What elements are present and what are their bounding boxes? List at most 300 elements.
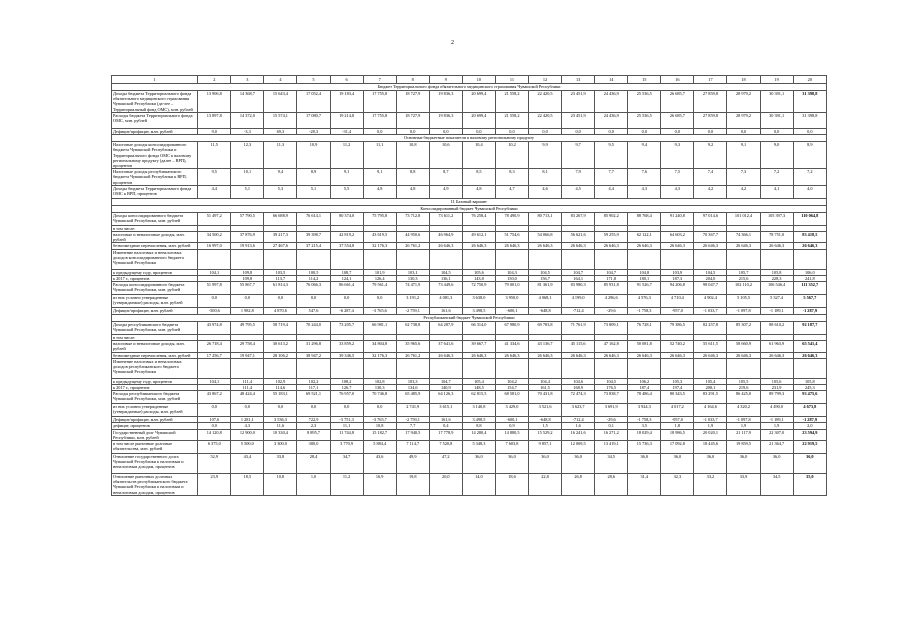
table-cell: 27 467,6 — [264, 243, 297, 249]
table-cell: 231,9 — [760, 385, 793, 391]
table-cell: 26 646,3 — [462, 352, 495, 358]
table-cell: 10,8 — [264, 474, 297, 496]
table-cell: 26 646,3 — [562, 243, 595, 249]
table-cell: 26 646,3 — [694, 243, 727, 249]
table-cell: 10,6 — [429, 142, 462, 169]
table-cell — [727, 249, 760, 269]
table-row — [112, 308, 827, 315]
table-cell: 17 778,9 — [429, 429, 462, 440]
table-cell: 85 902,2 — [595, 212, 628, 225]
table-cell: 3 770,9 — [330, 441, 363, 454]
table-cell: 1,9 — [760, 423, 793, 429]
table-cell: -31,4 — [330, 129, 363, 135]
table-cell: -1 758,3 — [628, 417, 661, 423]
table-cell: 26 646,3 — [727, 352, 760, 358]
table-cell: 86 661,4 — [330, 282, 363, 295]
table-cell: 31 398,8 — [793, 113, 826, 129]
table-cell: 114,6 — [264, 385, 297, 391]
table-cell: 0,0 — [198, 295, 231, 308]
table-cell: 20 699,4 — [462, 113, 495, 129]
table-cell: 20,0 — [429, 474, 462, 496]
table-cell: 19 859,5 — [727, 441, 760, 454]
table-cell: 171,8 — [595, 275, 628, 281]
table-cell: 28,4 — [297, 454, 330, 474]
table-cell: 4,5 — [562, 185, 595, 198]
table-cell: 19 947,1 — [231, 352, 264, 358]
table-cell: 15 736,3 — [628, 441, 661, 454]
table-cell: 4,3 — [661, 185, 694, 198]
table-cell: 4,3 — [628, 185, 661, 198]
table-cell: 114,2 — [297, 275, 330, 281]
table-cell: 18,5 — [231, 474, 264, 496]
table-cell: 9,7 — [562, 142, 595, 169]
table-cell: 3 300,0 — [264, 441, 297, 454]
column-number: 20 — [793, 76, 826, 84]
table-cell — [396, 249, 429, 269]
table-row — [112, 429, 827, 440]
row-label: безвозмездные перечисления, млн. рублей — [112, 352, 198, 358]
table-cell: 26 685,7 — [661, 113, 694, 129]
table-cell: 154,7 — [495, 385, 528, 391]
column-number: 18 — [727, 76, 760, 84]
table-cell: -29,6 — [595, 308, 628, 315]
table-cell: 4 081,3 — [429, 295, 462, 308]
table-cell: 3 498,5 — [462, 308, 495, 315]
table-cell: 69 783,8 — [529, 322, 562, 335]
table-cell: 0,0 — [727, 129, 760, 135]
table-row — [112, 232, 827, 243]
table-cell: 51 497,2 — [198, 212, 231, 225]
table-cell: 81 361,9 — [529, 282, 562, 295]
table-cell: 3 691,9 — [595, 404, 628, 417]
table-cell: 5 567,7 — [793, 295, 826, 308]
table-cell: 36,0 — [628, 454, 661, 474]
table-cell: -1 758,3 — [628, 308, 661, 315]
row-label: Изменение налоговых и неналоговых доходов республиканского бюджета Чувашской Республики — [112, 358, 198, 378]
table-cell: -1 287,9 — [793, 308, 826, 315]
table-cell: 101 012,4 — [727, 212, 760, 225]
table-cell: 33 859,2 — [330, 341, 363, 352]
table-cell: 18 727,9 — [396, 91, 429, 113]
table-cell: 65 541,4 — [793, 341, 826, 352]
table-cell: 36,0 — [661, 454, 694, 474]
table-cell: 109,8 — [231, 269, 264, 275]
table-cell: 3 140,8 — [462, 404, 495, 417]
table-cell: 32 176,3 — [363, 352, 396, 358]
table-cell: 104,8 — [628, 269, 661, 275]
table-row — [112, 169, 827, 186]
table-cell: 9,5 — [595, 142, 628, 169]
table-cell: 73 809,1 — [595, 322, 628, 335]
table-cell: 7,2 — [760, 169, 793, 186]
table-cell: 180,1 — [628, 275, 661, 281]
table-cell: 4 710,4 — [661, 295, 694, 308]
table-cell: 12,3 — [231, 142, 264, 169]
table-cell: 9,1 — [727, 142, 760, 169]
row-label: Государственный долг Чувашской Республики, млн. рублей — [112, 429, 198, 440]
table-cell: -1 189,1 — [760, 417, 793, 423]
table-cell: 18 727,9 — [396, 113, 429, 129]
table-cell: 104,1 — [198, 378, 231, 384]
table-cell: 19 836,3 — [429, 91, 462, 113]
table-cell: 68 581,0 — [495, 391, 528, 404]
table-cell: 108,2 — [330, 378, 363, 384]
table-cell: 219,6 — [727, 385, 760, 391]
table-cell: 6 375,0 — [198, 441, 231, 454]
table-cell: 36,0 — [495, 454, 528, 474]
table-cell: 55 611,5 — [694, 341, 727, 352]
table-cell: 0,0 — [363, 295, 396, 308]
table-cell: -3,3 — [231, 129, 264, 135]
table-cell: 4,8 — [363, 185, 396, 198]
table-cell: 78 486,4 — [628, 391, 661, 404]
table-cell: 66 314,0 — [462, 322, 495, 335]
row-label: в том числе рыночные долговые обязательства, млн. рублей — [112, 441, 198, 454]
table-cell: 33,9 — [727, 474, 760, 496]
table-cell: 20 020,1 — [694, 429, 727, 440]
table-cell: 208,1 — [694, 385, 727, 391]
table-cell: 72 474,3 — [562, 391, 595, 404]
table-cell: 35,0 — [793, 474, 826, 496]
table-cell: 11,2 — [330, 474, 363, 496]
table-cell: 547,6 — [297, 308, 330, 315]
table-row — [112, 391, 827, 404]
table-cell: 22 420,5 — [529, 91, 562, 113]
table-cell: -29,6 — [595, 417, 628, 423]
table-cell — [760, 358, 793, 378]
table-cell: 8,9 — [793, 142, 826, 169]
table-cell: 105 397,3 — [760, 212, 793, 225]
table-cell: 136,1 — [429, 275, 462, 281]
table-cell: 26 761,2 — [396, 352, 429, 358]
table-cell: 16 241,6 — [562, 429, 595, 440]
table-cell: 3 498,5 — [462, 417, 495, 423]
row-label: к 2017 г., процентов — [112, 275, 198, 281]
table-cell: 26 646,3 — [661, 352, 694, 358]
table-cell: 9 857,1 — [529, 441, 562, 454]
table-cell: 55 867,7 — [231, 282, 264, 295]
table-cell: 15 529,2 — [529, 429, 562, 440]
table-cell: 18 029,4 — [628, 429, 661, 440]
column-number: 7 — [363, 76, 396, 84]
table-cell: 43,6 — [363, 454, 396, 474]
table-cell: -28,3 — [297, 129, 330, 135]
table-cell — [793, 249, 826, 269]
table-cell: 26,8 — [562, 474, 595, 496]
table-cell: 15 182,7 — [363, 429, 396, 440]
table-cell: 4 870,6 — [264, 308, 297, 315]
table-cell: 3 924,3 — [628, 404, 661, 417]
table-cell: 104,5 — [595, 378, 628, 384]
table-cell: 102,9 — [264, 378, 297, 384]
table-cell: 26 718,4 — [198, 341, 231, 352]
table-cell: 19 183,4 — [330, 91, 363, 113]
table-cell: 42 819,2 — [330, 232, 363, 243]
table-cell — [429, 358, 462, 378]
table-cell: 4,1 — [760, 185, 793, 198]
table-cell: 43,4 — [231, 454, 264, 474]
table-cell: 28 106,2 — [264, 352, 297, 358]
table-cell: 3 615,1 — [429, 404, 462, 417]
table-cell: 88 768,4 — [628, 212, 661, 225]
column-number: 4 — [264, 76, 297, 84]
table-cell: 0,0 — [198, 423, 231, 429]
table-cell: -1 189,1 — [760, 308, 793, 315]
table-cell: 1,6 — [562, 423, 595, 429]
table-cell: 36,0 — [694, 454, 727, 474]
table-cell: 26 646,3 — [628, 352, 661, 358]
table-cell: 79 001,0 — [495, 282, 528, 295]
table-cell: 3 191,2 — [396, 295, 429, 308]
table-cell: 13 906,8 — [198, 91, 231, 113]
table-cell: 11,1 — [330, 423, 363, 429]
column-number: 5 — [297, 76, 330, 84]
table-cell: -957,0 — [661, 308, 694, 315]
table-cell: 26 646,3 — [727, 243, 760, 249]
table-row — [112, 404, 827, 417]
row-label: Доходы бюджета Территориального фонда ОМС к ВРП, процентов — [112, 185, 198, 198]
table-cell: 56 621,6 — [562, 232, 595, 243]
table-cell: -1 033,7 — [694, 417, 727, 423]
table-cell: 39 667,7 — [462, 341, 495, 352]
table-cell: 43 136,7 — [529, 341, 562, 352]
table-cell: 36,0 — [562, 454, 595, 474]
table-cell: -957,0 — [661, 417, 694, 423]
table-cell: 103,3 — [396, 378, 429, 384]
table-cell: -600,1 — [495, 308, 528, 315]
row-label: дефицит, процентов — [112, 423, 198, 429]
table-cell: 23 451,9 — [562, 113, 595, 129]
table-cell: 10,8 — [363, 423, 396, 429]
table-cell: 106,2 — [628, 378, 661, 384]
table-cell: 22 307,0 — [760, 429, 793, 440]
page-number: 2 — [451, 40, 454, 46]
table-cell: 4 068,1 — [529, 295, 562, 308]
table-cell: 29 758,4 — [231, 341, 264, 352]
table-cell — [793, 358, 826, 378]
table-cell: 64 287,9 — [429, 322, 462, 335]
column-number: 1 — [112, 76, 198, 84]
table-cell: 52,9 — [198, 454, 231, 474]
table-row — [112, 441, 827, 454]
table-cell: 62 815,5 — [462, 391, 495, 404]
table-cell: 197,4 — [661, 385, 694, 391]
table-cell — [495, 249, 528, 269]
table-cell: 10,9 — [297, 142, 330, 169]
column-number: 19 — [760, 76, 793, 84]
table-cell: 47 162,8 — [595, 341, 628, 352]
table-cell: 12 900,0 — [231, 429, 264, 440]
table-cell: 5 500,0 — [231, 441, 264, 454]
table-cell: 4,8 — [396, 185, 429, 198]
table-cell: 47,2 — [429, 454, 462, 474]
row-label: налоговые и неналоговые доходы, млн. рублей — [112, 232, 198, 243]
table-cell: 62 738,8 — [396, 322, 429, 335]
table-cell: 71 761,9 — [562, 322, 595, 335]
section-heading: II. Базовый вариант — [112, 198, 827, 205]
table-cell: 36,0 — [727, 454, 760, 474]
table-cell: 93 475,6 — [793, 391, 826, 404]
table-cell: 21 558,2 — [495, 113, 528, 129]
table-cell: 124,1 — [330, 275, 363, 281]
table-cell: 37 641,6 — [429, 341, 462, 352]
table-cell: 3 950,0 — [495, 295, 528, 308]
table-cell: 1,5 — [529, 423, 562, 429]
table-cell: 34,5 — [760, 474, 793, 496]
table-cell: 7 520,8 — [429, 441, 462, 454]
table-cell: 3 429,0 — [495, 404, 528, 417]
table-cell: 36,0 — [529, 454, 562, 474]
table-cell: 104,4 — [529, 378, 562, 384]
table-cell: 4 673,8 — [793, 404, 826, 417]
table-cell: 26 646,3 — [529, 243, 562, 249]
table-row — [112, 113, 827, 129]
table-cell: -1 097,8 — [727, 308, 760, 315]
table-cell: 83 291,5 — [694, 391, 727, 404]
table-cell: 83 980,3 — [562, 282, 595, 295]
row-label: Доходы бюджета Территориального фонда обязательного медицинского страхования Чувашской Республики (да-лее – Территориальный фонд ОМС), млн. рублей — [112, 91, 198, 113]
row-label: Налоговые доходы республиканского бюджета Чувашской Республики к ВРП, процентов — [112, 169, 198, 186]
table-cell: 43 619,5 — [363, 232, 396, 243]
table-cell: 50 081,8 — [628, 341, 661, 352]
table-cell: 8,3 — [495, 169, 528, 186]
table-cell: 5,3 — [264, 185, 297, 198]
table-cell: 5,1 — [297, 185, 330, 198]
table-cell: 107,6 — [198, 417, 231, 423]
table-cell: -6 287,4 — [330, 308, 363, 315]
table-cell: 22 420,5 — [529, 113, 562, 129]
table-cell: 0,1 — [595, 423, 628, 429]
table-cell: 66 981,1 — [363, 322, 396, 335]
table-cell: 41 334,6 — [495, 341, 528, 352]
table-cell: 17 092,8 — [661, 441, 694, 454]
column-number: 16 — [661, 76, 694, 84]
table-cell: 16,9 — [363, 474, 396, 496]
section-heading: Консолидированный бюджет Чувашской Республики — [112, 205, 827, 212]
table-cell: 4,3 — [231, 423, 264, 429]
table-cell: 4 902,4 — [694, 295, 727, 308]
table-cell: 92 187,7 — [793, 322, 826, 335]
table-cell: 109,8 — [231, 275, 264, 281]
table-cell: 65 485,9 — [396, 391, 429, 404]
table-cell: 7,6 — [628, 169, 661, 186]
column-number: 11 — [495, 76, 528, 84]
table-cell: 54 066,8 — [529, 232, 562, 243]
table-cell — [231, 358, 264, 378]
table-cell: 0,0 — [694, 129, 727, 135]
table-cell: 39 217,3 — [264, 232, 297, 243]
table-cell: 15 643,4 — [264, 91, 297, 113]
table-cell: 102,2 — [297, 378, 330, 384]
column-number: 9 — [429, 76, 462, 84]
table-cell: 73 205,7 — [330, 322, 363, 335]
table-cell: 8,9 — [297, 169, 330, 186]
table-cell: 143,8 — [462, 275, 495, 281]
table-cell: 78 490,9 — [495, 212, 528, 225]
table-row — [112, 249, 827, 269]
table-cell — [529, 249, 562, 269]
table-cell: 111 352,7 — [793, 282, 826, 295]
table-cell: 8,8 — [462, 423, 495, 429]
row-label: Расходы республиканского бюджета Чувашской Республики, млн. рублей — [112, 391, 198, 404]
budget-table — [111, 75, 827, 496]
table-cell: 31,4 — [628, 474, 661, 496]
table-cell: 32 176,3 — [363, 243, 396, 249]
table-cell: 98 047,7 — [694, 282, 727, 295]
table-cell: 76 614,1 — [297, 212, 330, 225]
table-cell: -3 765,7 — [363, 417, 396, 423]
table-cell: 49 795,5 — [231, 322, 264, 335]
table-cell: 12 069,5 — [562, 441, 595, 454]
table-cell: 16 997,0 — [198, 243, 231, 249]
table-cell — [661, 358, 694, 378]
column-number: 6 — [330, 76, 363, 84]
table-cell: 1 281,1 — [231, 417, 264, 423]
table-cell: 70 367,7 — [694, 232, 727, 243]
table-cell: 0,0 — [529, 129, 562, 135]
table-cell — [694, 249, 727, 269]
table-cell: 17 256,7 — [198, 352, 231, 358]
table-cell: 73 838,7 — [595, 391, 628, 404]
table-cell: 39 346,5 — [330, 352, 363, 358]
table-cell: 23 594,9 — [793, 429, 826, 440]
row-label: Доходы консолидированного бюджета Чувашской Республики, млн. рублей — [112, 212, 198, 225]
table-cell: 52 740,2 — [661, 341, 694, 352]
table-cell: 0,0 — [231, 295, 264, 308]
table-cell: 23,9 — [198, 474, 231, 496]
table-cell: 1 982,8 — [231, 308, 264, 315]
table-cell: 105,7 — [727, 269, 760, 275]
table-cell: 9,3 — [661, 142, 694, 169]
table-cell: 102,8 — [363, 378, 396, 384]
table-cell: 0,0 — [198, 404, 231, 417]
table-cell: 26 646,3 — [760, 243, 793, 249]
table-cell: 26 646,3 — [429, 243, 462, 249]
table-cell: 3,5 — [628, 423, 661, 429]
table-cell: 0,0 — [661, 129, 694, 135]
section-heading-row — [112, 198, 827, 205]
table-cell: 80 374,0 — [330, 212, 363, 225]
table-cell: 0,0 — [595, 129, 628, 135]
table-cell: 18 986,5 — [661, 429, 694, 440]
table-cell: -1 097,8 — [727, 417, 760, 423]
table-cell: 80 343,5 — [661, 391, 694, 404]
table-cell: 26 646,3 — [628, 243, 661, 249]
table-cell: 101,9 — [363, 269, 396, 275]
table-cell: 24 436,9 — [595, 91, 628, 113]
row-label: Доходы республиканского бюджета Чувашской Республики, млн. рублей — [112, 322, 198, 335]
table-cell: 0,0 — [495, 129, 528, 135]
table-cell: -648,8 — [529, 417, 562, 423]
table-cell: 21 558,2 — [495, 91, 528, 113]
table-cell: 75 795,8 — [363, 212, 396, 225]
table-cell: 0,0 — [231, 404, 264, 417]
column-number: 12 — [529, 76, 562, 84]
table-cell: 76 066,3 — [297, 282, 330, 295]
table-cell: -2 759,1 — [396, 308, 429, 315]
table-cell: 0,0 — [330, 404, 363, 417]
table-cell: 14,0 — [462, 474, 495, 496]
table-cell: 23 451,9 — [562, 91, 595, 113]
table-cell: 111,4 — [231, 385, 264, 391]
table-cell: 105,6 — [760, 378, 793, 384]
table-cell: 164,1 — [562, 275, 595, 281]
table-cell: 176,5 — [595, 385, 628, 391]
table-cell: 4,7 — [495, 185, 528, 198]
table-cell: 722,9 — [297, 417, 330, 423]
table-cell: 44 950,6 — [396, 232, 429, 243]
table-cell: 9,0 — [198, 129, 231, 135]
